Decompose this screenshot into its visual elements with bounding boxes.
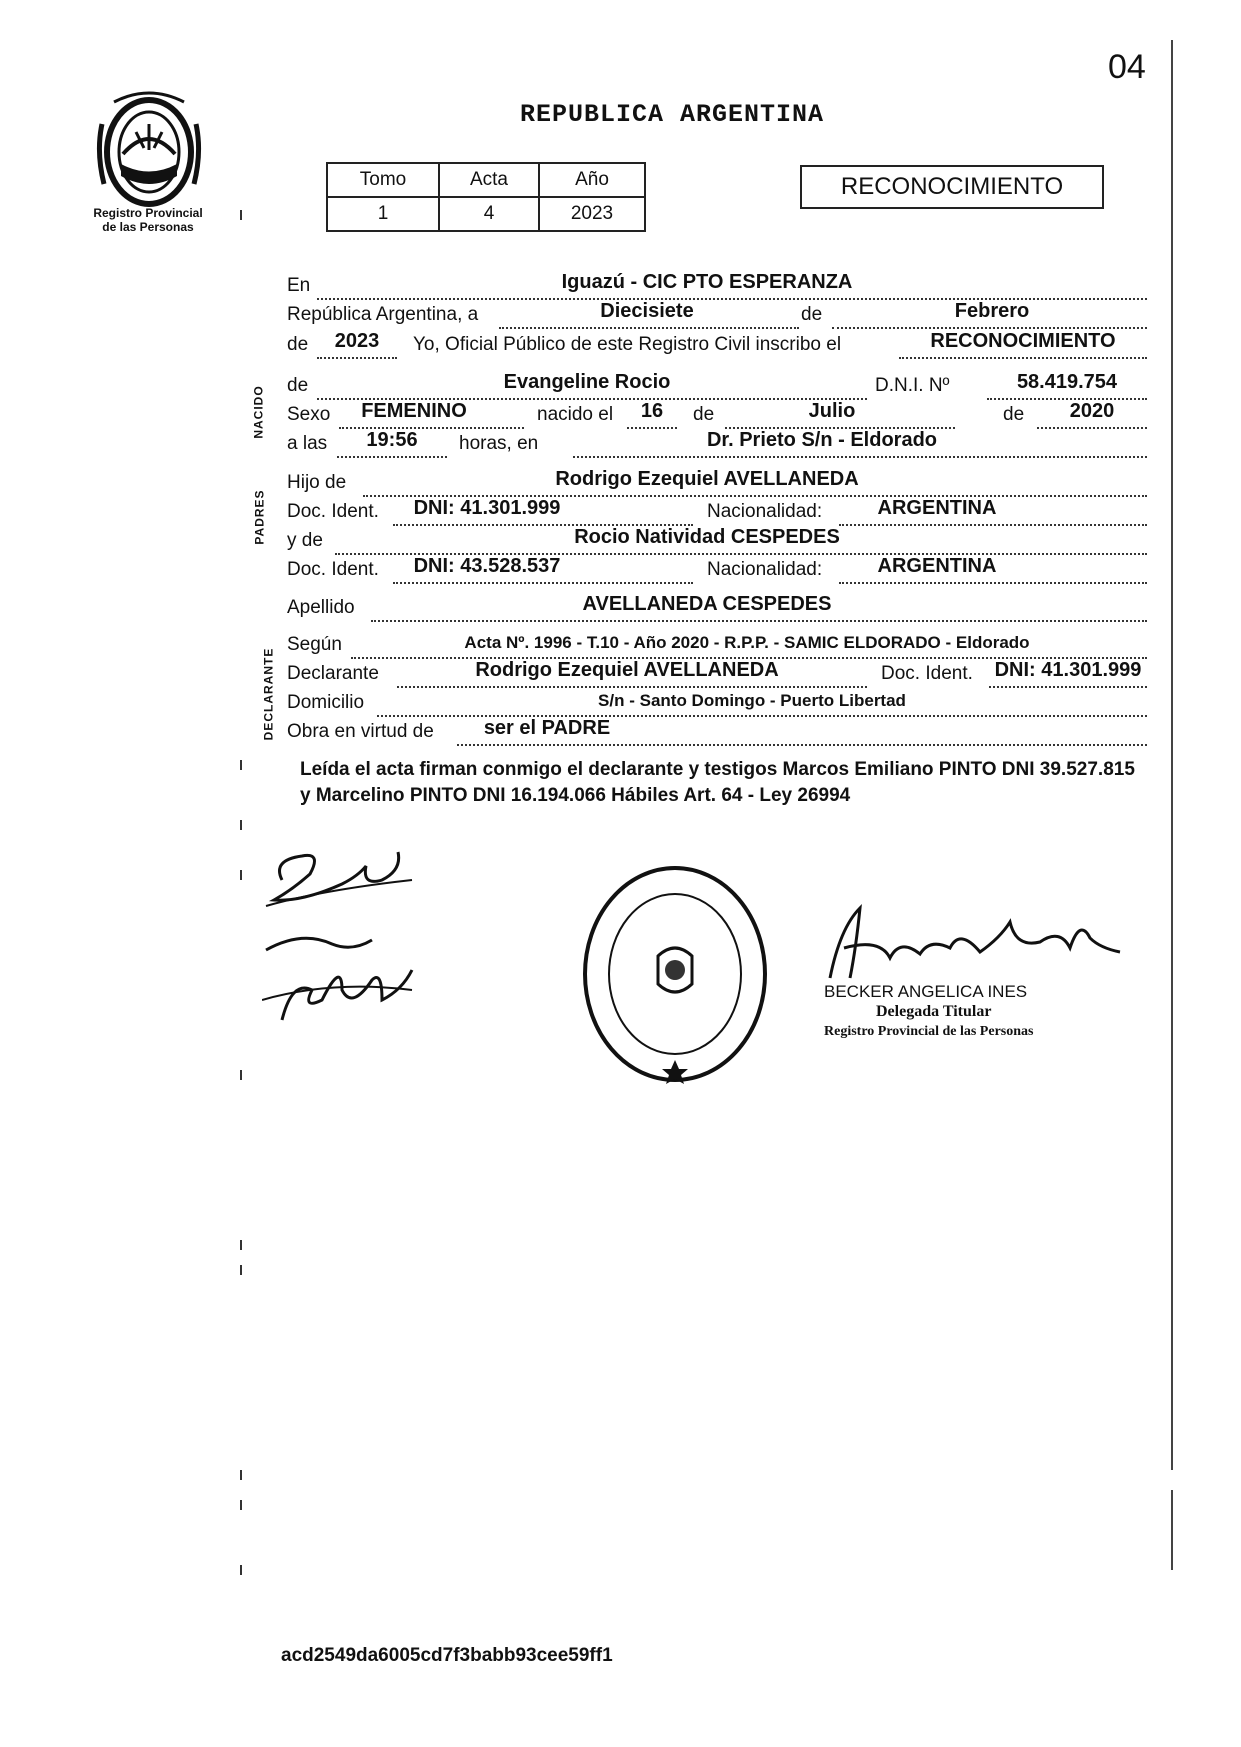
page-number: 04: [1108, 48, 1146, 86]
row-surname: Apellido AVELLANEDA CESPEDES: [287, 596, 1149, 620]
address-value: S/n - Santo Domingo - Puerto Libertad: [598, 691, 906, 710]
by-virtue-value: ser el PADRE: [483, 717, 611, 739]
scan-tick: [240, 760, 242, 770]
year-value: 2023: [334, 330, 380, 352]
birth-month-value: Julio: [808, 400, 856, 422]
birth-year-value: 2020: [1069, 400, 1115, 422]
document-hash: acd2549da6005cd7f3babb93cee59ff1: [281, 1645, 613, 1666]
closing-statement: Leída el acta firman conmigo el declarante y testigos Marcos Emiliano PINTO DNI 39.527.815 y Marcelino PINTO DNI 16.194.066 Hábiles Art. 64 - Ley 26994: [300, 759, 1135, 806]
side-label-nacido: NACIDO: [251, 385, 266, 439]
birth-day-value: 16: [640, 400, 664, 422]
day-value: Diecisiete: [600, 300, 694, 322]
row-year: de 2023 Yo, Oficial Público de este Registro Civil inscribo el RECONOCIMIENTO: [287, 333, 1149, 357]
row-father: Hijo de Rodrigo Ezequiel AVELLANEDA: [287, 471, 1149, 495]
side-label-padres: PADRES: [252, 489, 267, 545]
surname-value: AVELLANEDA CESPEDES: [582, 593, 832, 615]
father-nationality-value: ARGENTINA: [877, 497, 997, 519]
scan-tick: [240, 1240, 242, 1250]
row-father-doc: Doc. Ident. DNI: 41.301.999 Nacionalidad: ARGENTINA: [287, 500, 1149, 524]
scan-tick: [240, 1500, 242, 1510]
document-title: REPUBLICA ARGENTINA: [520, 100, 825, 129]
scan-tick: [240, 820, 242, 830]
witness-signatures-icon: [262, 840, 422, 1040]
row-declarant: Declarante Rodrigo Ezequiel AVELLANEDA Doc. Ident. DNI: 41.301.999: [287, 662, 1149, 686]
mother-doc-value: DNI: 43.528.537: [413, 555, 561, 577]
scan-tick: [240, 1070, 242, 1080]
header-acta: Acta: [439, 163, 539, 197]
row-mother-doc: Doc. Ident. DNI: 43.528.537 Nacionalidad: ARGENTINA: [287, 558, 1149, 582]
header-tomo: Tomo: [327, 163, 439, 197]
mother-nationality-value: ARGENTINA: [877, 555, 997, 577]
row-date: República Argentina, a Diecisiete de Febrero: [287, 303, 1149, 327]
inscribed-type-value: RECONOCIMIENTO: [930, 330, 1116, 352]
official-seal-icon: [580, 862, 770, 1087]
official-role: Delegada Titular: [876, 1003, 992, 1020]
birth-place-value: Dr. Prieto S/n - Eldorado: [706, 429, 938, 451]
row-place: En Iguazú - CIC PTO ESPERANZA: [287, 274, 1149, 298]
logo-caption: Registro Provincial de las Personas: [93, 206, 203, 234]
row-mother: y de Rocio Natividad CESPEDES: [287, 529, 1149, 553]
declarant-doc-value: DNI: 41.301.999: [994, 659, 1142, 681]
scan-tick: [240, 1265, 242, 1275]
name-value: Evangeline Rocio: [503, 371, 671, 393]
scan-edge-line: [1171, 40, 1173, 1470]
place-value: Iguazú - CIC PTO ESPERANZA: [561, 271, 853, 293]
row-sex: Sexo FEMENINO nacido el 16 de Julio de 2020: [287, 403, 1149, 427]
scan-tick: [240, 870, 242, 880]
birth-time-value: 19:56: [366, 429, 418, 451]
official-name: BECKER ANGELICA INES: [824, 982, 1028, 1001]
scan-tick: [240, 210, 242, 220]
father-value: Rodrigo Ezequiel AVELLANEDA: [555, 468, 859, 490]
row-time-place: a las 19:56 horas, en Dr. Prieto S/n - Eldorado: [287, 432, 1149, 456]
value-acta: 4: [439, 197, 539, 231]
row-address: Domicilio S/n - Santo Domingo - Puerto Libertad: [287, 691, 1149, 715]
father-doc-value: DNI: 41.301.999: [413, 497, 561, 519]
scan-tick: [240, 1470, 242, 1480]
scan-edge-line: [1171, 1490, 1173, 1570]
value-anio: 2023: [539, 197, 645, 231]
scan-tick: [240, 1565, 242, 1575]
row-obra: Obra en virtud de ser el PADRE: [287, 720, 1149, 744]
dni-value: 58.419.754: [1016, 371, 1118, 393]
value-tomo: 1: [327, 197, 439, 231]
declarant-value: Rodrigo Ezequiel AVELLANEDA: [475, 659, 779, 681]
month-value: Febrero: [954, 300, 1030, 322]
mother-value: Rocio Natividad CESPEDES: [574, 526, 840, 548]
official-caption: [824, 982, 1033, 1042]
header-anio: Año: [539, 163, 645, 197]
row-segun: Según Acta Nº. 1996 - T.10 - Año 2020 - R.P.P. - SAMIC ELDORADO - Eldorado: [287, 633, 1149, 657]
misiones-emblem-icon: [88, 84, 210, 216]
official-signature-icon: [820, 898, 1130, 988]
reference-table: [326, 162, 646, 232]
segun-value: Acta Nº. 1996 - T.10 - Año 2020 - R.P.P. - SAMIC ELDORADO - Eldorado: [464, 633, 1030, 652]
row-name: de Evangeline Rocio D.N.I. Nº 58.419.754: [287, 374, 1149, 398]
sex-value: FEMENINO: [361, 400, 467, 422]
official-office: Registro Provincial de las Personas: [824, 1024, 1034, 1039]
side-label-declarante: DECLARANTE: [261, 647, 276, 741]
record-type-box: RECONOCIMIENTO: [800, 165, 1104, 209]
